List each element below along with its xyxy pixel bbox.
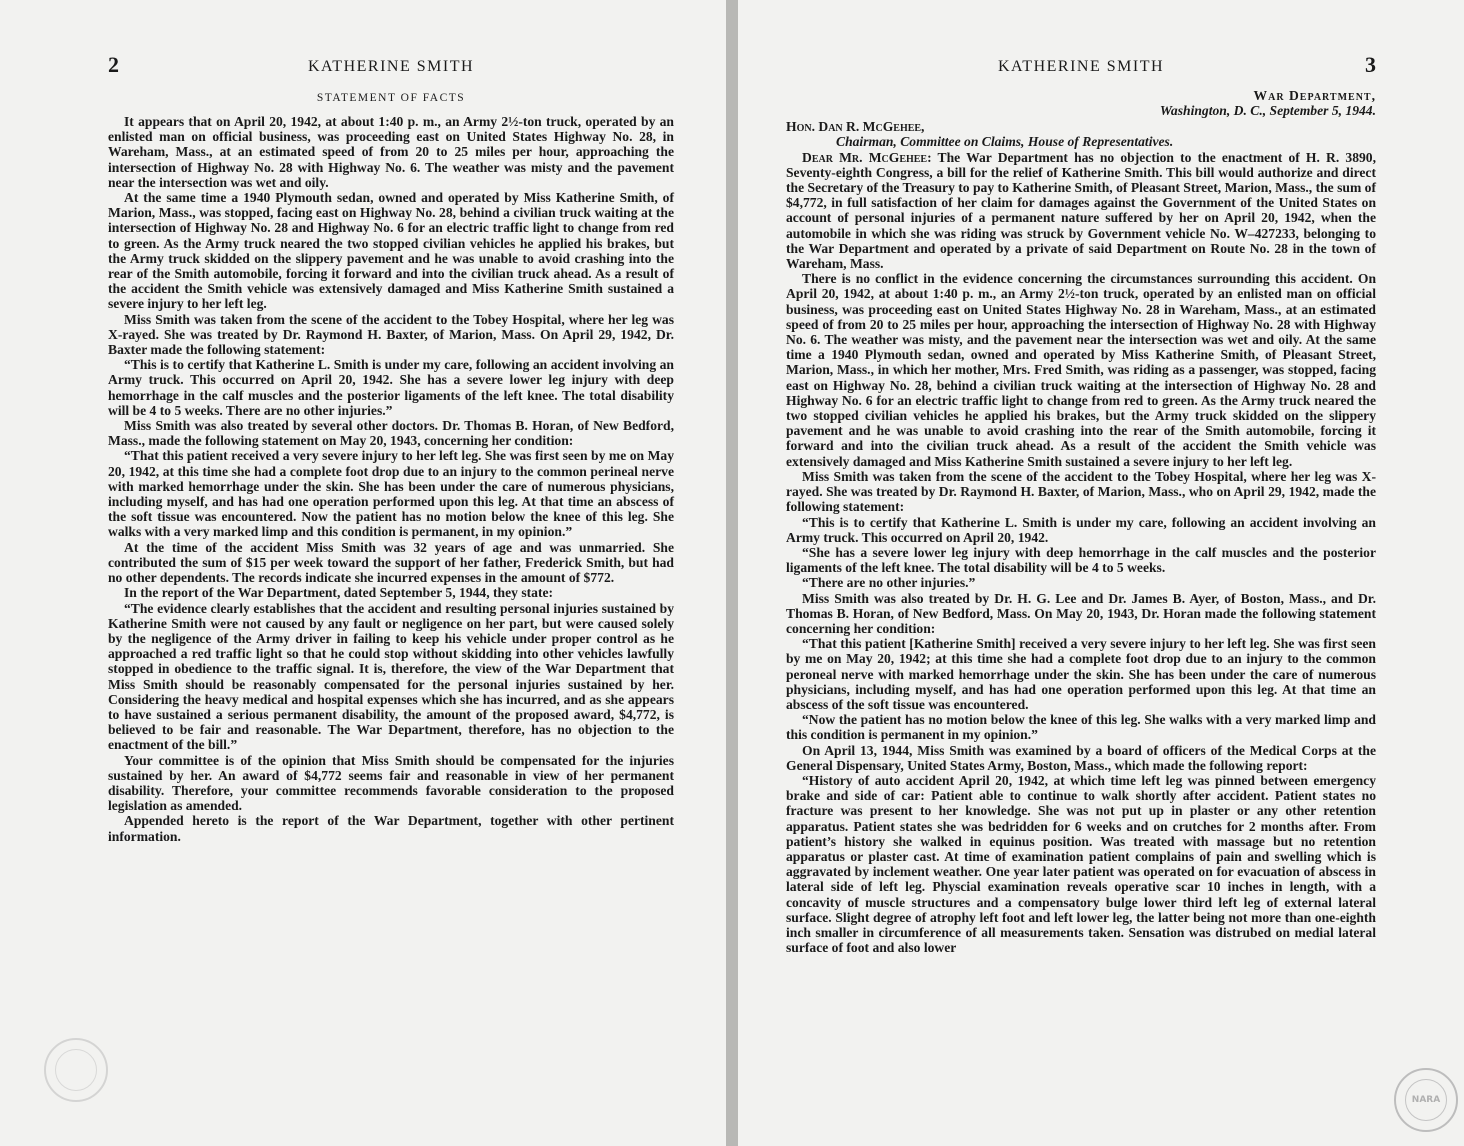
letter-salutation: Dear Mr. McGehee:	[802, 149, 932, 165]
right-paragraph: Miss Smith was also treated by Dr. H. G. Lee and Dr. James B. Ayer, of Boston, Mass., and Dr. Thomas B. Horan, of New Bedford, Mass. On May 20, 1943, Dr. Horan made the following statement concerning her condition:	[786, 590, 1376, 636]
left-page	[0, 0, 726, 1146]
letter-addressee	[786, 119, 1376, 150]
left-paragraph: It appears that on April 20, 1942, at about 1:40 p. m., an Army 2½-ton truck, operated by an enlisted man on official business, was proceeding east on United States Highway No. 28, in Wareham, Mass., at an estimated speed of from 20 to 25 miles per hour, approaching the intersection of Highway No. 28 with Highway No. 6. The weather was misty and the pavement near the intersection was wet and oily.	[108, 114, 674, 190]
page-gutter	[726, 0, 738, 1146]
library-stamp-icon	[1394, 1068, 1458, 1132]
dateline-location: Washington, D. C., September 5, 1944.	[1159, 103, 1376, 119]
right-quote: “She has a severe lower leg injury with deep hemorrhage in the calf muscles and the posterior ligaments of the left knee. The total disability will be 4 to 5 weeks.	[786, 544, 1376, 576]
addressee-title: Chairman, Committee on Claims, House of Representatives.	[836, 134, 1174, 150]
right-paragraph: There is no conflict in the evidence concerning the circumstances surrounding this accident. On April 20, 1942, at about 1:40 p. m., an Army 2½-ton truck, operated by an enlisted man on official business, was proceeding east on United States Highway No. 28 in Wareham, Mass., at an estimated speed of from 20 to 25 miles per hour, approaching the intersection of Highway No. 28 with Highway No. 6. The weather was misty, and the pavement near the intersection was wet and oily. At the same time a 1940 Plymouth sedan, owned and operated by Miss Katherine Smith, of Pleasant Street, Marion, Mass., in which her mother, Mrs. Fred Smith, was riding as a passenger, was stopped, facing east on Highway No. 28, behind a civilian truck waiting at the intersection of Highway No. 28 and Highway No. 6 for an electric traffic light to change from red to green. As the Army truck neared the two stopped civilian vehicles he applied his brakes, but the Army truck skidded on the slippery pavement and he was unable to avoid crashing into the rear of the Smith automobile, forcing it forward and into the civilian truck ahead. As a result of the accident the Smith vehicle was extensively damaged and Miss Katherine Smith sustained a severe injury to her left leg.	[786, 271, 1376, 469]
right-quote: “This is to certify that Katherine L. Smith is under my care, following an accident involving an Army truck. This occurred on April 20, 1942.	[786, 514, 1376, 545]
right-paragraph: Miss Smith was taken from the scene of the accident to the Tobey Hospital, where her leg was X-rayed. She was treated by Dr. Raymond H. Baxter, of Marion, Mass., who on April 29, 1942, made the following statement:	[786, 468, 1376, 515]
right-quote: “History of auto accident April 20, 1942, at which time left leg was pinned between emergency brake and side of car: Patient able to continue to walk shortly after accident. Patient states no fracture was present to her knowledge. She was not put up in plaster or any other retention apparatus. Patient states she was bedridden for 6 weeks and on crutches for 2 months after. From patient’s history she walked in equinus position. Was treated with massage but no retention apparatus or plaster cast. At time of examination patient complains of pain and swelling which is aggravated by inclement weather. One year later patient was operated on for evacuation of abscess in lateral side of left leg. Physcial examination reveals operative scar 10 inches in length, with a concavity of muscle structures and a compensatory bulge lower third left leg of external lateral surface. Slight degree of atrophy left foot and left lower leg, the latter being not more than one-eighth inch smaller in circumference of all measurements taken. Sensation was distrubed on medial lateral surface of foot and also lower	[786, 772, 1376, 956]
left-quote: “The evidence clearly establishes that the accident and resulting personal injuries sustained by Katherine Smith were not caused by any fault or negligence on her part, but were caused solely by the negligence of the Army driver in failing to keep his vehicle under proper control as he approached a red traffic light so that he could stop without skidding into other vehicles lawfully stopped in obedience to the traffic signal. It is, therefore, the view of the War Department that Miss Smith should be reasonably compensated for the personal injuries sustained by her. Considering the heavy medical and hospital expenses which she has incurred, and as she appears to have sustained a serious permanent disability, the amount of the proposed award, $4,772, is believed to be fair and reasonable. The War Department, therefore, has no objection to the enactment of the bill.”	[108, 600, 674, 753]
right-quote: “That this patient [Katherine Smith] received a very severe injury to her left leg. She was first seen by me on May 20, 1942; at this time she had a complete foot drop due to an injury to the common peroneal nerve with marked hemorrhage under the skin. She has been under the care of numerous physicians, including myself, and has had one operation performed upon this leg. At that time an abscess of the soft tissue was encountered.	[786, 636, 1376, 712]
right-page-number: 3	[1365, 52, 1376, 77]
left-paragraph: Miss Smith was also treated by several other doctors. Dr. Thomas B. Horan, of New Bedford, Mass., made the following statement on May 20, 1943, concerning her condition:	[108, 418, 674, 449]
left-quote: “This is to certify that Katherine L. Smith is under my care, following an accident involving an Army truck. This occurred on April 20, 1942. She has a severe lower leg injury with deep hemorrhage in the calf muscles and the posterior ligaments of the left knee. The total disability will be 4 to 5 weeks. There are no other injuries.”	[108, 357, 674, 418]
left-running-title: KATHERINE SMITH	[307, 58, 475, 75]
left-paragraph: Your committee is of the opinion that Miss Smith should be compensated for the injuries sustained by her. An award of $4,772 seems fair and reasonable in view of her permanent disability. Therefore, your committee recommends favorable consideration to the proposed legislation as amended.	[108, 752, 674, 814]
letter-dateline	[786, 88, 1376, 119]
first-paragraph-body: The War Department has no objection to the enactment of H. R. 3890, Seventy-eighth Congress, a bill for the relief of Katherine Smith. This bill would authorize and direct the Secretary of the Treasury to pay to Katherine Smith, of Pleasant Street, Marion, Mass., the sum of $4,772, in full satisfaction of her claim for damages against the Government of the United States on account of personal injuries of a permanent nature suffered by her on April 20, 1942, when the automobile in which she was riding was struck by Government vehicle No. W–427233, belonging to the War Department and operated by a private of said Department on Route No. 28 in the town of Wareham, Mass.	[786, 149, 1377, 272]
left-quote: “That this patient received a very severe injury to her left leg. She was first seen by me on May 20, 1942, at this time she had a complete foot drop due to an injury to the common perineal nerve with marked hemorrhage under the skin. She has been under the care of numerous physicians, including myself, and has had one operation performed upon this leg. At that time an abscess of the soft tissue was encountered. Now the patient has no motion below the knee of this leg. She walks with a very marked limp and this condition is permanent, in my opinion.”	[108, 448, 674, 540]
left-paragraph: At the same time a 1940 Plymouth sedan, owned and operated by Miss Katherine Smith, of Marion, Mass., was stopped, facing east on Highway No. 28, behind a civilian truck waiting at the intersection of Highway No. 28 and Highway No. 6 for an electric traffic light to change from red to green. As the Army truck neared the two stopped civilian vehicles he applied his brakes, but the Army truck skidded on the slippery pavement and he was unable to avoid crashing into the rear of the Smith automobile, forcing it forward and into the civilian truck ahead. As a result of the accident the Smith vehicle was extensively damaged and Miss Katherine Smith sustained a severe injury to her left leg.	[108, 190, 674, 312]
left-running-head	[108, 52, 674, 84]
library-seal-icon	[44, 1038, 108, 1102]
letter-first-paragraph	[786, 150, 1376, 272]
section-heading: STATEMENT OF FACTS	[316, 92, 466, 104]
addressee-name: Hon. Dan R. McGehee,	[786, 118, 925, 134]
right-running-head	[786, 52, 1376, 84]
left-body	[108, 114, 674, 844]
left-paragraph: At the time of the accident Miss Smith was 32 years of age and was unmarried. She contributed the sum of $15 per week toward the support of her father, Frederick Smith, but had no other dependents. The records indicate she incurred expenses in the amount of $772.	[108, 539, 674, 586]
right-quote: “There are no other injuries.”	[802, 575, 976, 591]
library-stamp-text: NARA	[1405, 1079, 1447, 1121]
dateline-org: War Department,	[1253, 88, 1376, 103]
left-paragraph: Miss Smith was taken from the scene of the accident to the Tobey Hospital, where her leg was X-rayed. She was treated by Dr. Raymond H. Baxter, of Marion, Mass. On April 29, 1942, Dr. Baxter made the following statement:	[108, 311, 674, 358]
right-page	[738, 0, 1464, 1146]
left-paragraph: Appended hereto is the report of the War Department, together with other pertinent information.	[108, 813, 674, 844]
right-paragraph: On April 13, 1944, Miss Smith was examined by a board of officers of the Medical Corps at the General Dispensary, United States Army, Boston, Mass., which made the following report:	[786, 742, 1376, 773]
left-paragraph: In the report of the War Department, dated September 5, 1944, they state:	[124, 585, 554, 601]
right-quote: “Now the patient has no motion below the knee of this leg. She walks with a very marked limp and this condition is permanent in my opinion.”	[786, 712, 1376, 743]
right-running-title: KATHERINE SMITH	[997, 58, 1165, 75]
left-page-number: 2	[108, 52, 119, 77]
right-body	[786, 150, 1376, 956]
